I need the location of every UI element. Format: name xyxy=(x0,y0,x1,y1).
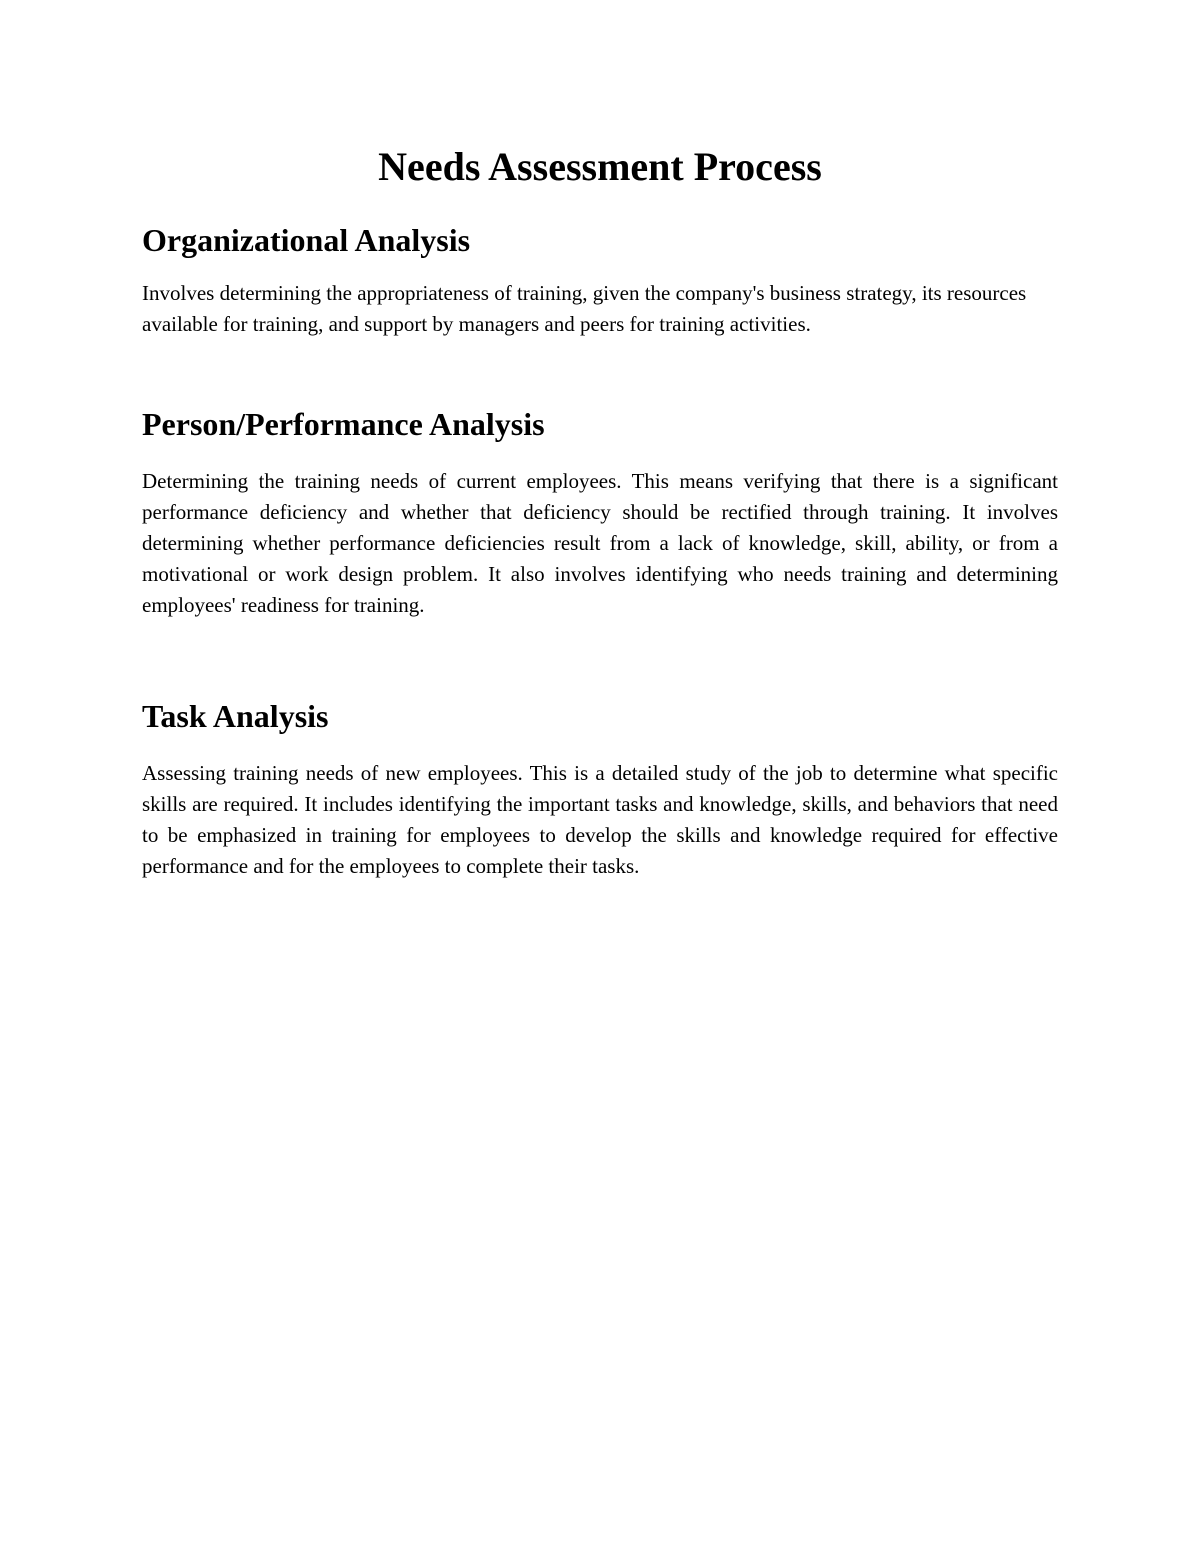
section-heading: Organizational Analysis xyxy=(142,222,471,258)
section-heading: Person/Performance Analysis xyxy=(142,406,545,442)
page-title: Needs Assessment Process xyxy=(378,144,822,189)
section-heading: Task Analysis xyxy=(142,698,329,734)
section-task-analysis xyxy=(142,696,1058,882)
section-body: Determining the training needs of current employees. This means verifying that there is a significant performance deficiency and whether that deficiency should be rectified through training. It involves determining whether performance deficiencies result from a lack of knowledge, skill, ability, or from a motivational or work design problem. It also involves identifying who needs training and determining employees' readiness for training. xyxy=(142,469,1058,617)
section-body: Involves determining the appropriateness of training, given the company's business strategy, its resources available for training, and support by managers and peers for training activities. xyxy=(142,281,1027,336)
section-body: Assessing training needs of new employees. This is a detailed study of the job to determine what specific skills are required. It includes identifying the important tasks and knowledge, skills, and behaviors that need to be emphasized in training for employees to develop the skills and knowledge required for effective performance and for the employees to complete their tasks. xyxy=(142,761,1058,878)
section-person-performance-analysis xyxy=(142,404,1058,621)
section-organizational-analysis xyxy=(142,220,1058,340)
